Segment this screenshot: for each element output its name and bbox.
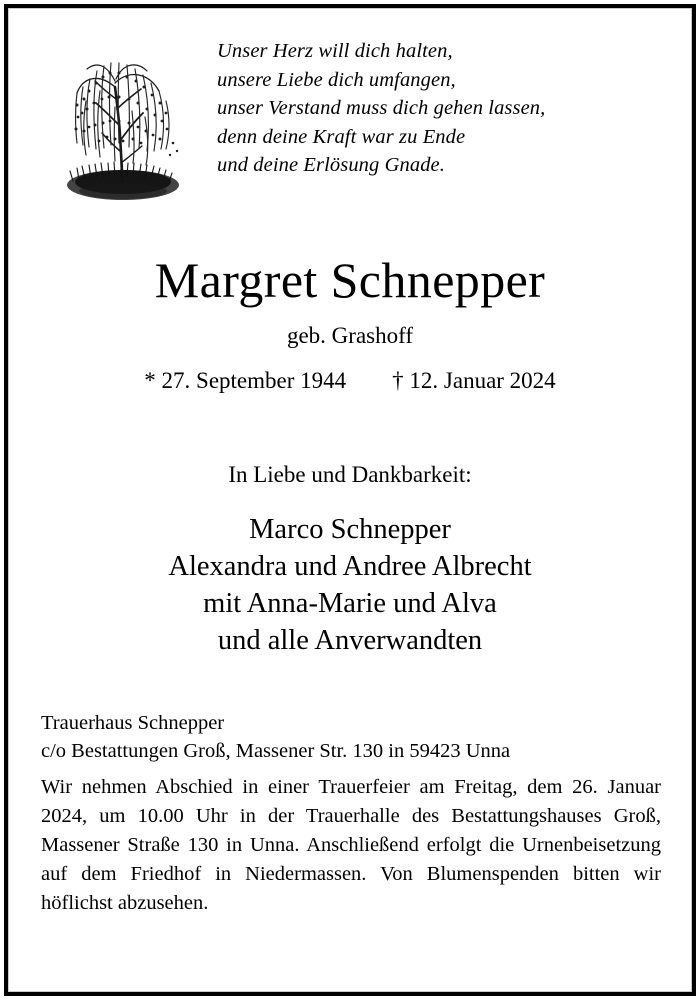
weeping-willow-tree-icon	[53, 21, 193, 203]
mourning-house-line: c/o Bestattungen Groß, Massener Str. 130 in 59423 Unna	[41, 740, 511, 762]
mourners-list	[9, 511, 691, 659]
obituary-notice-inner	[8, 8, 692, 992]
mourning-house-line: Trauerhaus Schnepper	[41, 712, 225, 734]
maiden-name: geb. Grashoff	[286, 323, 414, 348]
service-details-paragraph: Wir nehmen Abschied in einer Trauerfeier am Freitag, dem 26. Januar 2024, um 10.00 Uhr in der Trauerhalle des Bestattungshauses Groß, Massener Straße 130 in Unna. Anschließend erfolgt die Urnenbeisetzung auf dem Friedhof in Niedermassen. Von Blumenspenden bitten wir höflichst abzusehen.	[41, 776, 661, 914]
mourner-line: mit Anna-Marie und Alva	[203, 588, 497, 619]
details-block	[9, 709, 691, 918]
mourner-line: und alle Anverwandten	[217, 625, 483, 656]
life-dates	[9, 367, 691, 395]
verse-line: unsere Liebe dich umfangen,	[217, 68, 456, 91]
verse-line: und deine Erlösung Gnade.	[217, 154, 445, 176]
deceased-name: Margret Schnepper	[154, 252, 546, 308]
mourner-line: Marco Schnepper	[249, 514, 451, 545]
death-date: † 12. Januar 2024	[392, 368, 556, 393]
birth-date: * 27. September 1944	[144, 368, 347, 393]
verse-line: denn deine Kraft war zu Ende	[217, 125, 466, 148]
notice-header	[9, 9, 691, 204]
obituary-notice-card	[4, 4, 696, 996]
mourning-house	[41, 709, 661, 765]
verse-line: unser Verstand muss dich gehen lassen,	[217, 97, 546, 119]
mourning-intro: In Liebe und Dankbarkeit:	[228, 462, 472, 487]
mourner-line: Alexandra und Andree Albrecht	[168, 551, 532, 582]
verse-block	[217, 37, 679, 180]
verse-line: Unser Herz will dich halten,	[217, 40, 453, 62]
